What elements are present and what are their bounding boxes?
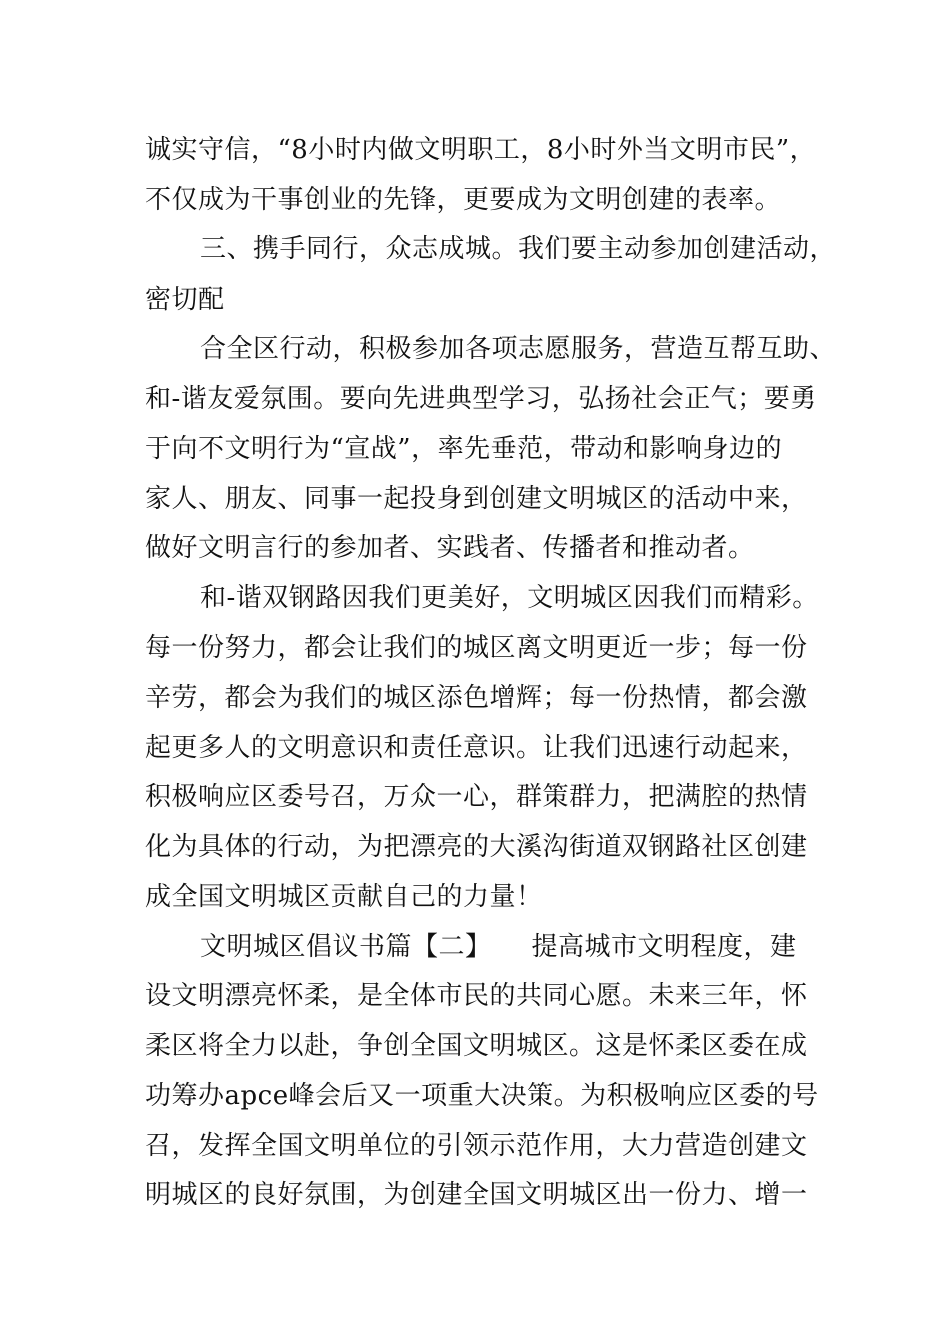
text-line: 设文明漂亮怀柔，是全体市民的共同心愿。未来三年，怀	[145, 981, 808, 1011]
text-line: 不仅成为干事创业的先锋，更要成为文明创建的表率。	[145, 185, 782, 215]
text-line: 起更多人的文明意识和责任意识。让我们迅速行动起来，	[145, 733, 808, 763]
text-line: 辛劳，都会为我们的城区添色增辉；每一份热情，都会激	[145, 683, 808, 713]
text-line: 积极响应区委号召，万众一心，群策群力，把满腔的热情	[145, 782, 808, 812]
text-line: 柔区将全力以赴，争创全国文明城区。这是怀柔区委在成	[145, 1031, 808, 1061]
text-line: 合全区行动，积极参加各项志愿服务，营造互帮互助、	[200, 334, 837, 364]
text-line: 诚实守信，“8小时内做文明职工，8小时外当文明市民”，	[145, 135, 817, 165]
text-line: 召，发挥全国文明单位的引领示范作用，大力营造创建文	[145, 1131, 808, 1161]
text-line: 成全国文明城区贡献自己的力量！	[145, 882, 543, 912]
text-line: 每一份努力，都会让我们的城区离文明更近一步；每一份	[145, 633, 808, 663]
text-line: 密切配	[145, 285, 225, 315]
text-line: 明城区的良好氛围，为创建全国文明城区出一份力、增一	[145, 1180, 808, 1210]
text-line: 文明城区倡议书篇【二】 提高城市文明程度，建	[200, 932, 797, 962]
text-line: 化为具体的行动，为把漂亮的大溪沟街道双钢路社区创建	[145, 832, 808, 862]
text-line: 和-谐双钢路因我们更美好，文明城区因我们而精彩。	[200, 583, 819, 613]
text-line: 做好文明言行的参加者、实践者、传播者和推动者。	[145, 533, 755, 563]
text-line: 于向不文明行为“宣战”，率先垂范，带动和影响身边的	[145, 434, 783, 464]
text-line: 和-谐友爱氛围。要向先进典型学习，弘扬社会正气；要勇	[145, 384, 817, 414]
text-line: 三、携手同行，众志成城。我们要主动参加创建活动，	[200, 234, 837, 264]
text-line: 家人、朋友、同事一起投身到创建文明城区的活动中来，	[145, 484, 808, 514]
text-line: 功筹办apce峰会后又一项重大决策。为积极响应区委的号	[145, 1081, 819, 1111]
